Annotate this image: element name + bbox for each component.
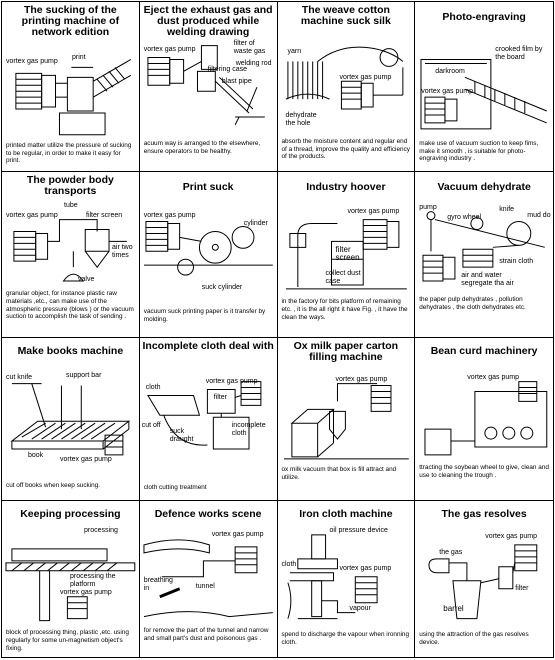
panel-description: spend to discharge the vapour when ironning cloth. — [281, 631, 410, 647]
panel-title: Make books machine — [17, 344, 124, 357]
panel-powder-transport — [2, 172, 140, 338]
label-vortex-gas-pump: vortex gas pump — [211, 531, 264, 539]
panel-title: Print suck — [182, 181, 234, 194]
panel-description: printed matter utilize the pressure of sucking to be regular, in order to make it easy for print. — [6, 142, 132, 165]
panel-description: granular object, for instance plastic raw materials ,etc., can make use of the atmospheric pressure (blows ) or the vacuum suction to accomplish the task of sending . — [6, 290, 134, 321]
label-air-two-times: air two times — [112, 244, 133, 260]
label-print: print — [72, 54, 86, 61]
panel-title: Keeping processing — [20, 508, 121, 521]
label-vortex-gas-pump: vortex gas pump — [335, 375, 388, 383]
panel-make-books — [2, 338, 140, 502]
label-dehydrate-the-hole: dehydrate the hole — [285, 112, 317, 127]
label-strain-cloth: strain cloth — [499, 258, 534, 266]
label-vapour: vapour — [349, 605, 371, 613]
panel-description: ttracting the soybean wheel to give, clean and use to cleaning the trough . — [419, 463, 549, 479]
label-vortex-gas-pump: vortex gas pump — [467, 373, 519, 381]
label-vortex-gas-pump: vortex gas pump — [339, 74, 392, 81]
panel-title: Iron cloth machine — [299, 508, 393, 521]
panel-print-suck — [140, 172, 278, 338]
label-oil-pressure-device: oil pressure device — [329, 527, 388, 535]
label-vortex-gas-pump: vortex gas pump — [60, 455, 112, 463]
panel-title: The weave cotton machine suck silk — [300, 4, 391, 27]
label-cut-knife: cut knife — [6, 373, 33, 381]
panel-description: block of processing thing, plastic ,etc. using regularly for some un-magnetism object's fixing. — [6, 629, 129, 652]
panel-industry-hoover — [278, 172, 416, 338]
label-filtering-case: filtering case — [207, 66, 248, 73]
panel-title: The gas resolves — [441, 508, 527, 521]
label-barrel: barrel — [443, 604, 464, 614]
panel-description: in the factory for bits platform of remaining etc. , it is the all right it have Fig. , it have the clean the ways. — [281, 298, 408, 321]
panel-description: absorb the moisture content and regular end of a thread, improve the quality and efficiency of the products. — [281, 138, 410, 161]
panel-photo-engraving — [415, 2, 553, 172]
label-processing: processing — [84, 527, 118, 535]
label-vortex-gas-pump: vortex gas pump — [205, 377, 258, 385]
label-vortex-gas-pump: vortex gas pump — [339, 565, 392, 573]
panel-title: Vacuum dehydrate — [437, 181, 531, 194]
label-vortex-gas-pump: vortex gas pump — [143, 46, 196, 53]
label-cylinder: cylinder — [243, 220, 268, 228]
incomplete-cloth-illustration — [140, 338, 277, 501]
label-gyro-wheel: gyro wheel — [447, 214, 482, 222]
panel-description: ox milk vacuum that box is fill attract and utilize. — [281, 465, 397, 481]
label-breathing-in: breathing in — [143, 577, 173, 593]
label-filter: filter — [213, 393, 227, 401]
panel-title: Ox milk paper carton filling machine — [293, 339, 399, 363]
label-the-gas: the gas — [439, 549, 463, 557]
label-vortex-gas-pump: vortex gas pump — [485, 533, 537, 541]
panel-defence-works — [140, 501, 278, 657]
panel-description: make use of vacuum suction to keep fims, make it smooth , is suitable for photo-engraving industry . — [419, 140, 539, 163]
label-vortex-gas-pump: vortex gas pump — [421, 88, 473, 95]
label-yarn: yarn — [287, 48, 302, 55]
make-books-illustration — [2, 338, 139, 501]
panel-title: Industry hoover — [306, 181, 386, 194]
label-cloth: cloth — [145, 383, 161, 391]
label-incomplete-cloth: incomplete cloth — [231, 421, 266, 437]
panel-title: Incomplete cloth deal with — [142, 339, 274, 352]
label-vortex-gas-pump: vortex gas pump — [143, 212, 196, 220]
panel-title: The sucking of the printing machine of network edition — [21, 4, 120, 38]
label-vortex-gas-pump: vortex gas pump — [347, 208, 400, 216]
panel-weave-cotton — [278, 2, 416, 172]
vacuum-dehydrate-illustration — [415, 172, 553, 337]
label-support-bar: support bar — [66, 371, 102, 379]
panel-printing-machine — [2, 2, 140, 172]
label-tunnel: tunnel — [195, 583, 215, 591]
label-suck-cylinder: suck cylinder — [201, 284, 243, 292]
label-vortex-gas-pump: vortex gas pump — [6, 212, 58, 220]
label-mud-do: mud do — [527, 212, 551, 220]
label-vortex-gas-pump: vortex gas pump — [60, 589, 112, 597]
label-filter-screen: filter screen — [335, 245, 360, 263]
label-welding-rod: welding rod — [235, 60, 272, 67]
panel-title: The powder body transports — [26, 174, 114, 198]
label-valve: valve — [78, 276, 95, 284]
label-cut-off: cut off — [141, 421, 161, 429]
label-suck-draught: suck draught — [169, 427, 194, 443]
panel-description: vacuum suck printing paper is it transfer by molding. — [143, 308, 266, 324]
label-filter-of-waste-gas: filter of waste gas — [233, 40, 266, 55]
panel-description: for remove the part of the tunnel and narrow and small part's dust and poisonous gas . — [143, 627, 269, 643]
panel-title: Photo-engraving — [442, 11, 526, 23]
panel-bean-curd — [415, 338, 553, 502]
label-filter-screen: filter screen — [86, 212, 123, 220]
label-vortex-gas-pump: vortex gas pump — [6, 58, 58, 65]
panel-vacuum-dehydrate — [415, 172, 553, 338]
label-knife: knife — [499, 206, 515, 214]
panel-description: cut off books when keep sucking. — [6, 481, 101, 489]
label-book: book — [28, 451, 44, 459]
label-filter: filter — [515, 585, 529, 593]
label-processing-platform: processing the platform — [70, 573, 116, 589]
panel-gas-resolves — [415, 501, 553, 657]
label-darkroom: darkroom — [435, 68, 465, 75]
panel-title: Bean curd machinery — [430, 344, 538, 357]
panel-title: Eject the exhaust gas and dust produced while welding drawing — [143, 4, 273, 38]
label-tube: tube — [64, 202, 78, 210]
panel-description: cloth cutting treatment — [143, 483, 207, 491]
label-collect-dust-case: collect dust case — [325, 270, 361, 286]
panel-iron-cloth — [278, 501, 416, 657]
label-crooked-film: crooked film by the board — [495, 46, 543, 61]
panel-description: the paper pulp dehydrates , pollution dehydrates , the cloth dehydrates etc. — [419, 296, 526, 312]
applications-grid — [1, 1, 554, 658]
panel-milk-carton — [278, 338, 416, 502]
label-blast-pipe: blast pipe — [221, 78, 252, 85]
panel-description: using the attraction of the gas resolves device. — [419, 631, 529, 647]
label-air-and-water: air and water segregate tha air — [461, 272, 514, 288]
panel-welding-exhaust — [140, 2, 278, 172]
panel-incomplete-cloth — [140, 338, 278, 502]
label-cloth: cloth — [281, 561, 297, 569]
panel-description: acuum way is arranged to the elsewhere, ensure operators to be healthy. — [143, 140, 261, 155]
panel-title: Defence works scene — [154, 508, 262, 521]
label-pump: pump — [419, 204, 437, 212]
panel-keeping-processing — [2, 501, 140, 657]
